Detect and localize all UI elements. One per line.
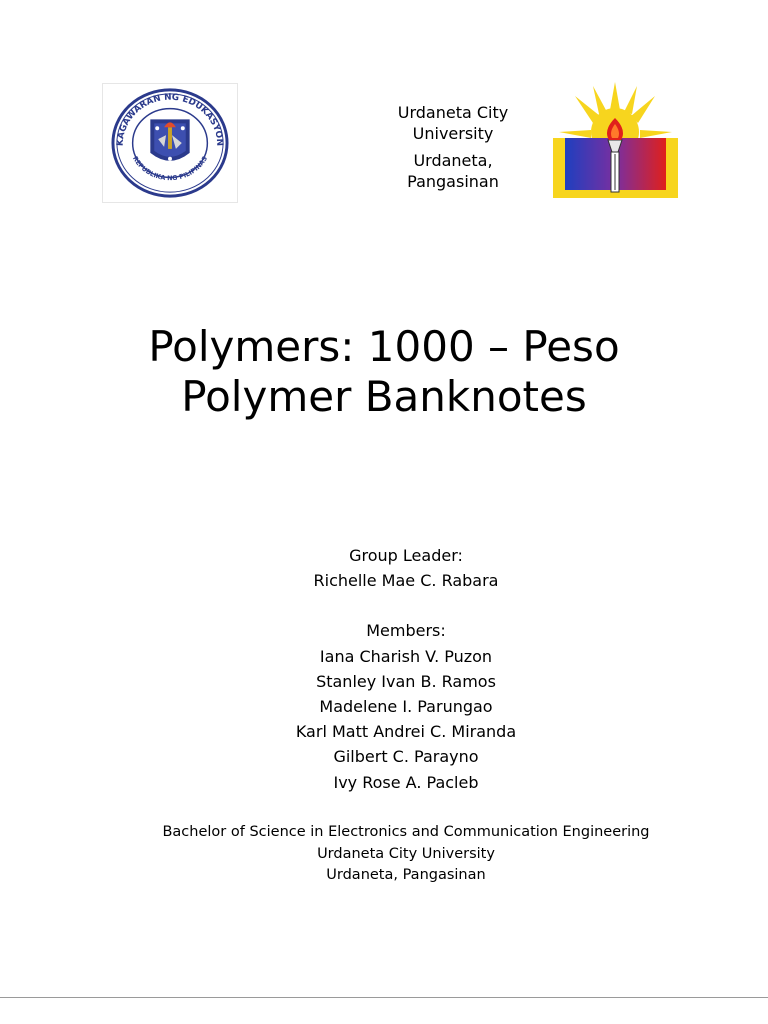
degree-program: Bachelor of Science in Electronics and Communication Engineering: [162, 824, 650, 840]
member-name: Madelene I. Parungao: [319, 697, 493, 717]
page-divider: [0, 997, 768, 998]
location-line2: Pangasinan: [407, 172, 499, 191]
member-name: Ivy Rose A. Pacleb: [333, 772, 479, 792]
member-name: Gilbert C. Parayno: [333, 747, 479, 767]
title-line1: Polymers: 1000 – Peso: [148, 322, 620, 371]
document-title: [0, 322, 768, 422]
svg-text:REPUBLIKA NG PILIPINAS: REPUBLIKA NG PILIPINAS: [130, 154, 210, 183]
university-name-line2: University: [412, 124, 494, 143]
footer-university: Urdaneta City University: [317, 845, 495, 862]
program-footer: [0, 822, 768, 887]
sun-torch-icon: [553, 80, 678, 198]
svg-text:KAGAWARAN NG EDUKASYON: KAGAWARAN NG EDUKASYON: [115, 92, 225, 147]
deped-seal-icon: [103, 84, 237, 202]
members-label: Members:: [366, 621, 446, 641]
deped-seal-logo: [102, 83, 238, 203]
group-leader-label: Group Leader:: [349, 546, 463, 565]
title-line2: Polymer Banknotes: [181, 372, 587, 421]
university-logo: [553, 80, 678, 198]
footer-location: Urdaneta, Pangasinan: [326, 867, 486, 883]
member-name: Iana Charish V. Puzon: [319, 646, 493, 666]
university-name-line1: Urdaneta City: [397, 103, 509, 122]
member-name: Karl Matt Andrei C. Miranda: [295, 722, 517, 742]
university-header: [348, 102, 558, 192]
member-name: Stanley Ivan B. Ramos: [316, 671, 496, 691]
group-credits: [0, 543, 768, 795]
location-line1: Urdaneta,: [413, 151, 493, 170]
group-leader-name: Richelle Mae C. Rabara: [313, 571, 499, 591]
